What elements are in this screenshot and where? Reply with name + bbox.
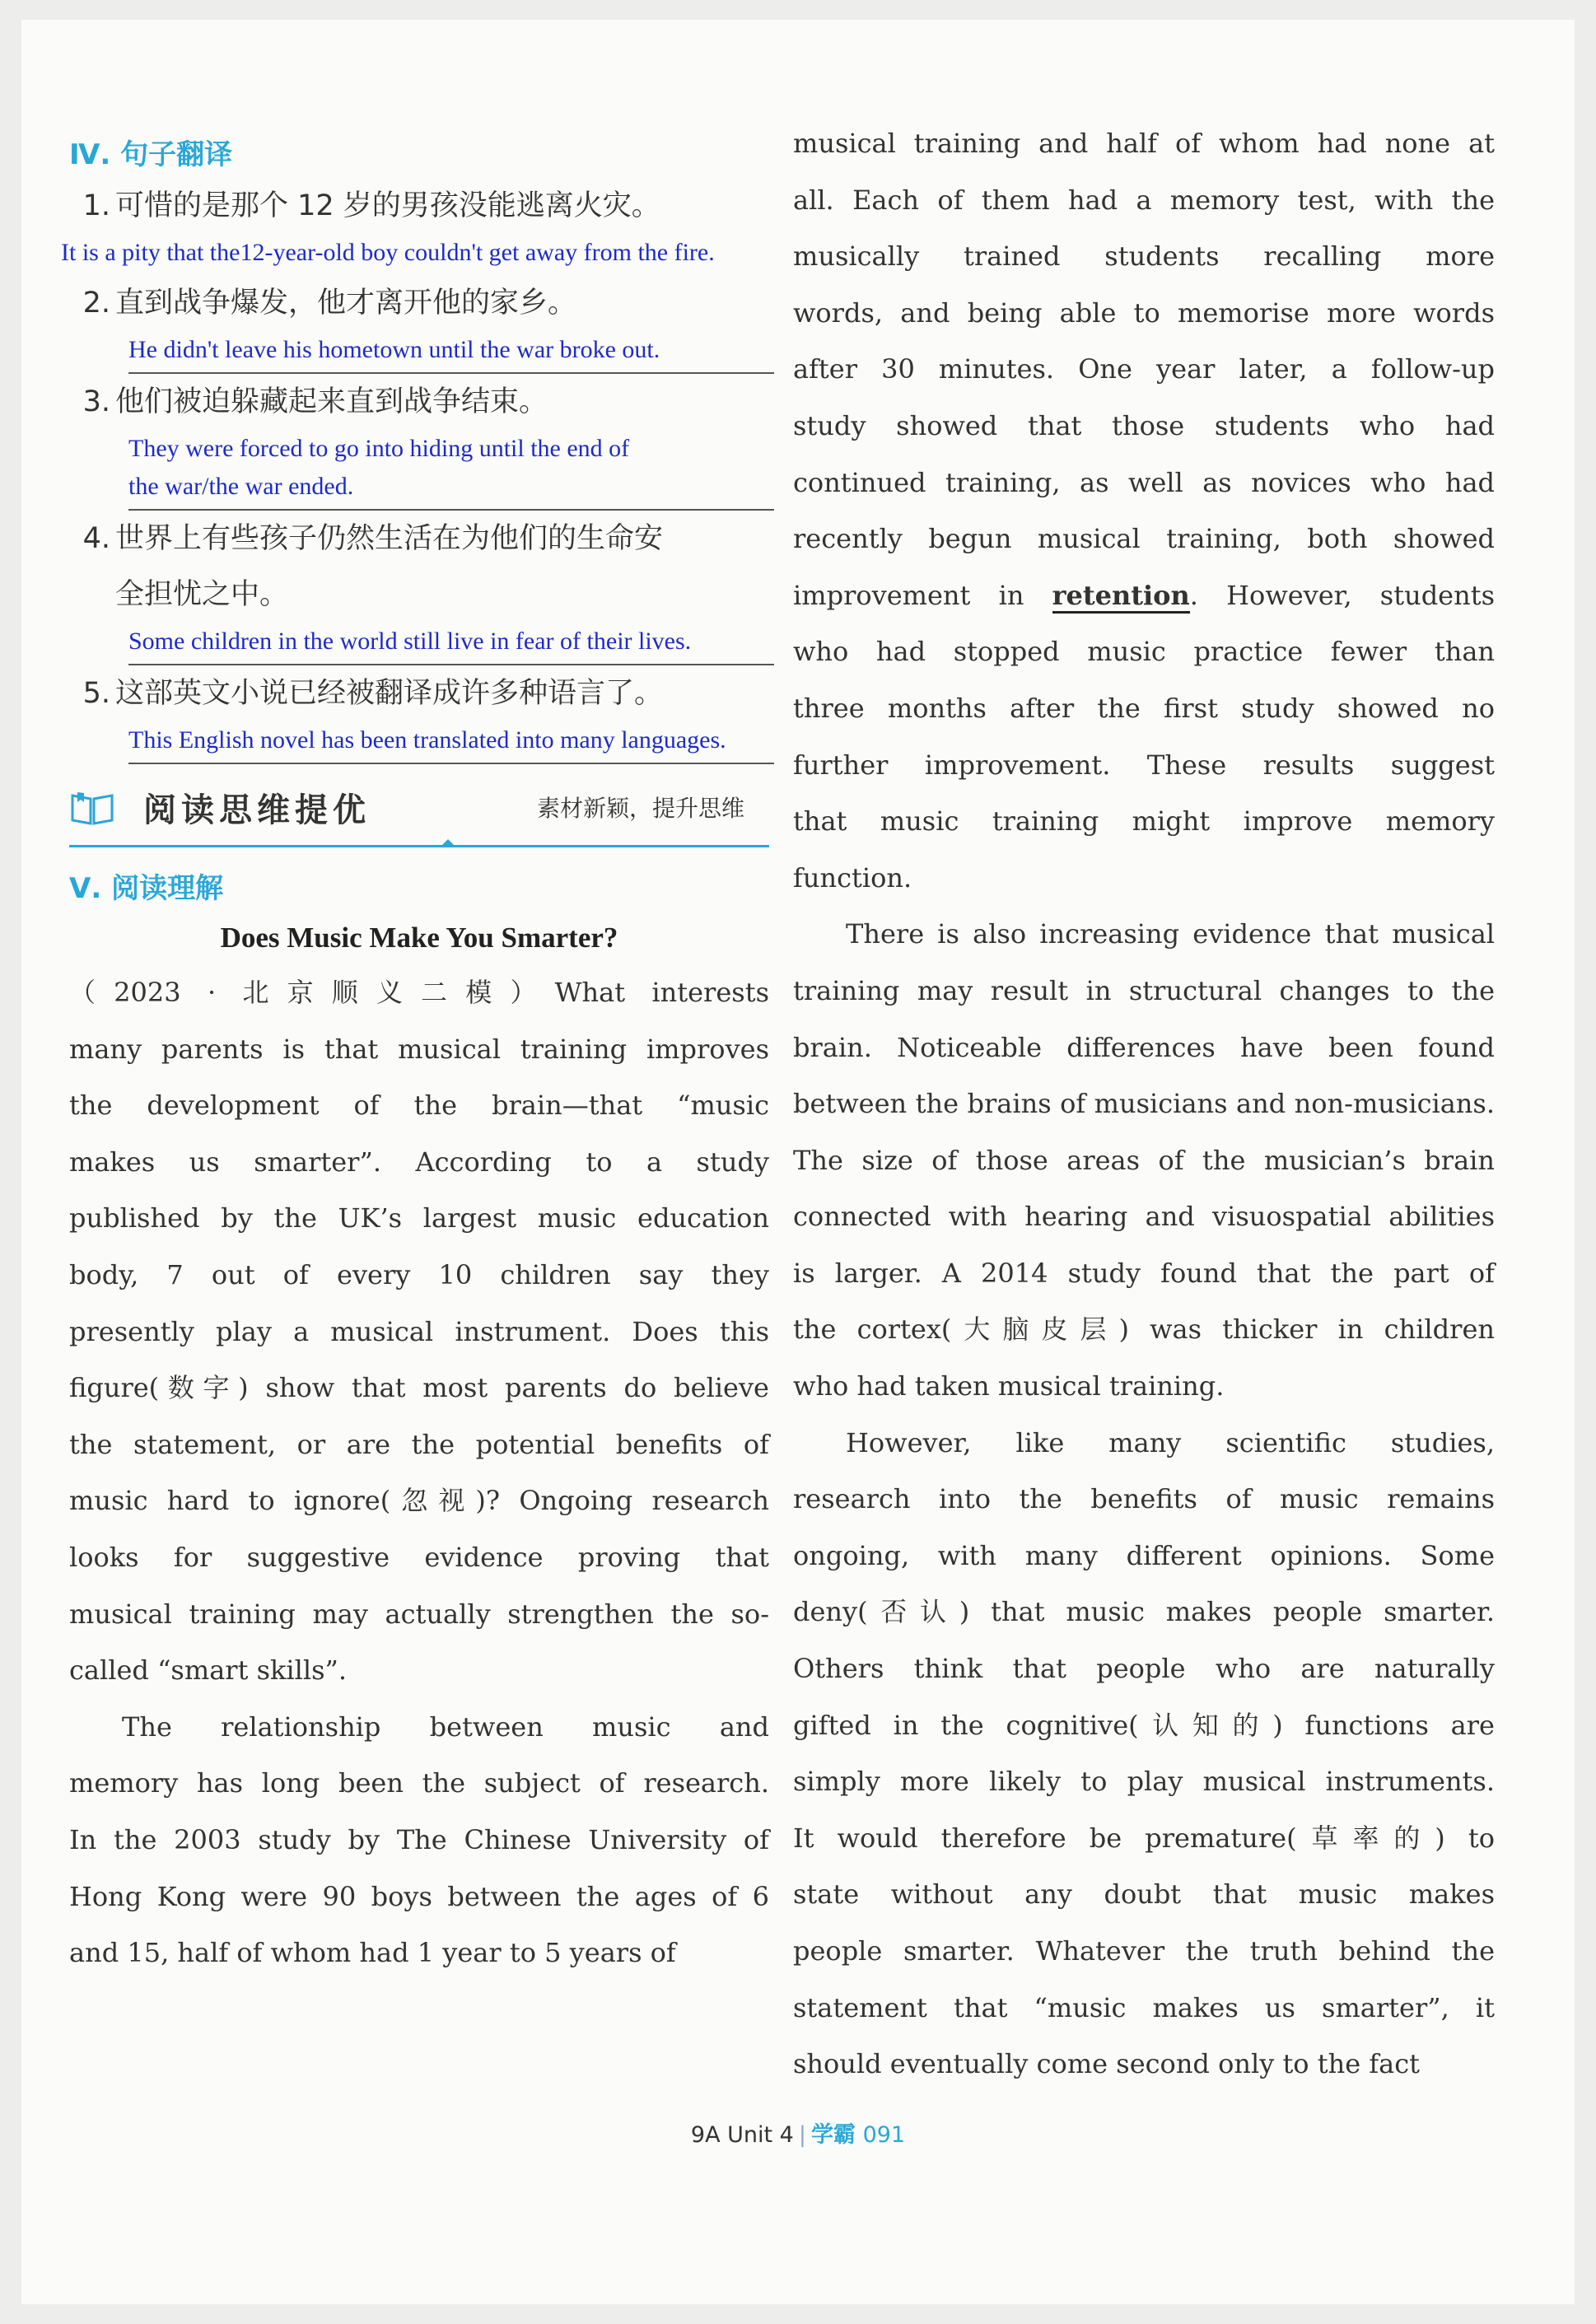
article-line: makes us smarter”. According to a study xyxy=(69,1146,769,1178)
footer-unit: 9A Unit 4 xyxy=(690,2122,794,2148)
article-line: musical training and half of whom had none at xyxy=(793,128,1495,159)
article-line: and 15, half of whom had 1 year to 5 years of xyxy=(69,1937,676,1969)
article-line: Hong Kong were 90 boys between the ages of 6 xyxy=(69,1880,769,1912)
article-title: Does Music Make You Smarter? xyxy=(220,922,618,954)
article-line: is larger. A 2014 study found that the part of xyxy=(793,1257,1495,1289)
article-line: presently play a musical instrument. Does this xyxy=(69,1315,769,1347)
article-line: all. Each of them had a memory test, with the xyxy=(793,184,1495,216)
article-line: memory has long been the subject of research. xyxy=(69,1767,769,1799)
question-text: 直到战争爆发，他才离开他的家乡。 xyxy=(115,287,577,320)
question-line xyxy=(69,178,769,234)
article-text: . However, students xyxy=(1189,579,1495,611)
article-paragraph xyxy=(793,115,1495,906)
question-text: 全担忧之中。 xyxy=(115,578,289,611)
banner-title: 阅读思维提优 xyxy=(143,791,371,829)
translation-item xyxy=(69,665,769,764)
article-line: published by the UK’s largest music education xyxy=(69,1202,769,1234)
article-line: many parents is that musical training improves xyxy=(69,1033,769,1065)
translation-item xyxy=(69,275,769,374)
article-line: figure(数字) show that most parents do believe xyxy=(69,1372,769,1404)
question-text: 这部英文小说已经被翻译成许多种语言了。 xyxy=(115,677,664,710)
question-number: 5. xyxy=(82,677,110,710)
page-number: 091 xyxy=(862,2122,906,2148)
article-line: music hard to ignore(忽视)? Ongoing research xyxy=(69,1485,769,1517)
question-number: 3. xyxy=(82,385,110,418)
translation-item xyxy=(69,511,769,665)
article-line: musically trained students recalling more xyxy=(793,240,1495,273)
article-line: recently begun musical training, both showed xyxy=(793,523,1495,555)
article-line: between the brains of musicians and non-musicians. xyxy=(793,1088,1495,1120)
article-line: However, like many scientific studies, xyxy=(846,1426,1495,1458)
article-line: body, 7 out of every 10 children say they xyxy=(69,1258,769,1290)
footer-brand: 学霸 xyxy=(810,2122,856,2148)
answer-line: the war/the war ended. xyxy=(128,473,354,500)
question-line xyxy=(69,511,769,567)
article-line: In the 2003 study by The Chinese University of xyxy=(69,1823,769,1855)
article-line: The size of those areas of the musician’s brain xyxy=(793,1144,1495,1176)
article-line: There is also increasing evidence that musical xyxy=(846,918,1495,950)
answer-block xyxy=(128,430,774,511)
left-column xyxy=(61,132,769,1981)
question-text: 可惜的是那个 12 岁的男孩没能逃离火灾。 xyxy=(115,189,660,222)
answer-line: They were forced to go into hiding until the end of xyxy=(128,435,630,462)
vocab-word: retention xyxy=(1052,580,1190,614)
article-text: improvement in xyxy=(793,579,1052,611)
question-text: 世界上有些孩子仍然生活在为他们的生命安 xyxy=(115,522,664,555)
article-line: who had taken musical training. xyxy=(793,1370,1225,1402)
article-line: simply more likely to play musical instruments. xyxy=(793,1766,1495,1798)
article-line: function. xyxy=(793,861,912,894)
article-line: looks for suggestive evidence proving that xyxy=(69,1541,769,1573)
article-line: the development of the brain—that “music xyxy=(69,1090,769,1122)
article-line: gifted in the cognitive(认知的) functions are xyxy=(793,1709,1495,1741)
answer-line: He didn't leave his hometown until the war broke out. xyxy=(128,336,660,363)
banner-subtitle: 素材新颖，提升思维 xyxy=(536,795,744,822)
article-line: should eventually come second only to the fact xyxy=(793,2048,1421,2080)
answer-block xyxy=(128,721,774,764)
article-line: continued training, as well as novices who had xyxy=(793,466,1495,498)
answer-line: This English novel has been translated into many languages. xyxy=(128,726,726,754)
article-line: who had stopped music practice fewer than xyxy=(793,636,1495,668)
article-line: the cortex(大脑皮层) was thicker in children xyxy=(793,1314,1495,1346)
question-number: 4. xyxy=(82,522,110,555)
article-line: the statement, or are the potential benefits of xyxy=(69,1428,769,1460)
translation-item xyxy=(61,178,769,275)
question-number: 2. xyxy=(82,287,110,320)
article-line: words, and being able to memorise more words xyxy=(793,296,1495,329)
answer-block xyxy=(61,234,786,275)
right-article-body xyxy=(793,115,1495,2093)
article-line: that music training might improve memory xyxy=(793,805,1495,838)
section-heading-reading: Ⅴ. 阅读理解 xyxy=(69,872,224,905)
article-line: three months after the first study showed no xyxy=(793,692,1495,724)
article-paragraph xyxy=(69,1699,769,1981)
article-line: brain. Noticeable differences have been found xyxy=(793,1031,1495,1063)
article-line: called “smart skills”. xyxy=(69,1654,348,1687)
article-line: ongoing, with many different opinions. Some xyxy=(793,1539,1495,1571)
answer-block xyxy=(128,331,774,374)
question-text: 他们被迫躲藏起来直到战争结束。 xyxy=(115,385,548,418)
article-line: （2023 · 北京顺义二模）What interests xyxy=(69,977,769,1008)
article-line: musical training may actually strengthen the so- xyxy=(69,1598,769,1630)
answer-block xyxy=(128,623,774,665)
open-book-icon xyxy=(69,789,115,827)
article-paragraph xyxy=(69,964,769,1699)
article-line: The relationship between music and xyxy=(122,1710,769,1743)
article-line: statement that “music makes us smarter”, it xyxy=(793,1991,1495,2023)
banner-tick xyxy=(440,839,456,847)
article-line: further improvement. These results suggest xyxy=(793,749,1495,781)
article-line: deny(否认) that music makes people smarter. xyxy=(793,1596,1495,1628)
footer-separator: | xyxy=(798,2122,806,2148)
article-line: after 30 minutes. One year later, a follow-up xyxy=(793,353,1495,385)
article-line: people smarter. Whatever the truth behind the xyxy=(793,1935,1495,1967)
answer-line: Some children in the world still live in fear of their lives. xyxy=(128,628,692,655)
answer-line: It is a pity that the12-year-old boy couldn't get away from the fire. xyxy=(61,239,715,266)
translation-list xyxy=(61,178,769,764)
question-line xyxy=(69,567,769,623)
article-paragraph xyxy=(793,906,1495,1414)
question-line xyxy=(69,374,769,430)
article-line: It would therefore be premature(草率的) to xyxy=(793,1822,1495,1854)
question-line xyxy=(69,665,769,721)
article-line: Others think that people who are naturally xyxy=(793,1653,1495,1685)
article-paragraph xyxy=(793,1415,1495,2093)
article-line: state without any doubt that music makes xyxy=(793,1878,1495,1911)
question-number: 1. xyxy=(82,189,110,222)
article-line: connected with hearing and visuospatial abilities xyxy=(793,1201,1495,1233)
page-footer xyxy=(0,2116,1596,2149)
article-line: study showed that those students who had xyxy=(793,409,1495,441)
article-line: research into the benefits of music remains xyxy=(793,1483,1495,1515)
translation-item xyxy=(69,374,769,511)
article-line xyxy=(793,567,1495,624)
right-column xyxy=(793,128,1495,2093)
left-article-body xyxy=(69,964,769,1981)
reading-banner xyxy=(69,776,769,847)
question-line xyxy=(69,275,769,331)
article-line: training may result in structural changes to the xyxy=(793,974,1495,1006)
section-heading-translation: Ⅳ. 句子翻译 xyxy=(69,138,233,171)
